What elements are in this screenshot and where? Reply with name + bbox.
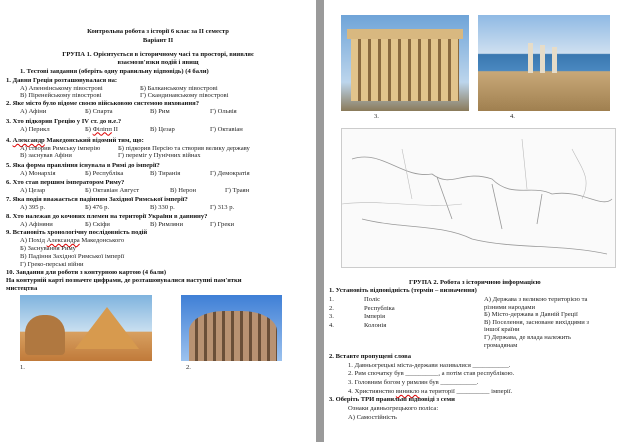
answer-option: В) Рим <box>150 107 170 115</box>
answer-option: Б) підкорив Персію та створив велику державу <box>118 144 250 152</box>
chersonesus-image <box>478 15 610 111</box>
term-number: 2. <box>329 304 334 312</box>
question-7: 7. Яка подія вважається падінням Західної Римської імперії? <box>6 196 188 203</box>
parthenon-image <box>341 15 469 111</box>
answer-option: А) Цезар <box>20 186 46 194</box>
term: Республіка <box>364 304 395 312</box>
contour-map <box>341 128 616 268</box>
definition: Г) Держава, де влада належить <box>484 334 571 341</box>
term: Колонія <box>364 321 387 329</box>
q9-item: Б) Заснування Риму <box>20 245 76 252</box>
q10-text-2: мистецтва <box>6 285 38 292</box>
image-label-4: 4. <box>510 113 515 120</box>
section-title: 1. Тестові завдання (оберіть одну правильну відповідь) (4 бали) <box>20 68 209 75</box>
map-outline-icon <box>342 129 616 268</box>
answer-option: А) Апеннінському півострові <box>20 84 103 92</box>
q9-item: А) Похід Александра Македонського <box>20 237 125 244</box>
question-2: 2. Яке місто було відоме своєю військовою системою виховання? <box>6 100 199 107</box>
q9: 9. Встановіть хронологічну послідовність подій <box>6 229 148 236</box>
s3-intro: Ознаки давньогрецького поліса: <box>348 405 439 412</box>
answer-option: Г) переміг у Пунічних війнах <box>118 152 201 160</box>
term: Імперія <box>364 313 385 320</box>
q10: 10. Завдання для роботи з контурною картою (4 бали) <box>6 269 167 276</box>
answer-option: Б) Скіфи <box>85 220 110 228</box>
answer-option: Г) Греки <box>210 220 235 228</box>
answer-option: В) 330 р. <box>150 203 175 211</box>
definition: А) Держава з великою територією та <box>484 296 588 303</box>
definition: громадянам <box>484 341 518 349</box>
g2-s2: 2. Вставте пропущені слова <box>329 353 411 360</box>
answer-option: Б) Спарта <box>85 107 113 115</box>
image-label-1: 1. <box>20 364 25 371</box>
colosseum-image <box>181 295 282 361</box>
answer-option: Г) Траян <box>225 186 250 194</box>
answer-option: А) Монархія <box>20 169 56 177</box>
pyramids-sphinx-image <box>20 295 152 361</box>
definition: різними народами <box>484 303 535 311</box>
answer-option: Г) Скандинавському півострові <box>140 92 229 100</box>
fill-item: 3. Головним богом у римлян був ___________. <box>348 379 479 386</box>
answer-option: Г) Ольвія <box>210 107 237 115</box>
term-number: 1. <box>329 296 334 303</box>
fill-item: 1. Давньогрецькі міста-держави називалися ___________. <box>348 362 511 369</box>
question-5: 5. Яка форма правління існувала в Римі до імперії? <box>6 162 160 169</box>
answer-option: В) Римляни <box>150 220 183 228</box>
variant: Варіант II <box>142 37 174 44</box>
doc-title: Контрольна робота з історії 6 клас за II семестр <box>87 28 229 35</box>
s3-option: А) Самостійність <box>348 414 397 421</box>
group1-heading: ГРУПА 1. Орієнтується в історичному часі та просторі, виявляє <box>62 51 254 58</box>
image-label-2: 2. <box>186 364 191 371</box>
term-number: 4. <box>329 321 334 329</box>
question-4: 4. Александр Македонський відомий тим, що: <box>6 137 144 144</box>
answer-option: В) заснував Афіни <box>20 152 72 160</box>
g2-s3: 3. Оберіть ТРИ правильні відповіді з семи <box>329 396 455 403</box>
answer-option: В) Цезар <box>150 125 175 133</box>
group2-heading: ГРУПА 2. Робота з історичною інформацією <box>409 279 541 286</box>
answer-option: В) Піренейському півострові <box>20 92 102 100</box>
q9-item: Г) Греко-перські війни <box>20 261 84 268</box>
group1-heading-2: взаємозв'язки подій і явищ <box>117 59 199 66</box>
question-1: 1. Давня Греція розташовувалася на: <box>6 77 118 84</box>
fill-item: 2. Рим спочатку був __________, а потім став республікою. <box>348 370 515 377</box>
answer-option: А) Афіняни <box>20 220 53 228</box>
answer-option: А) Афіни <box>20 107 47 115</box>
q9-item: В) Падіння Західної Римської імперії <box>20 253 125 260</box>
definition: Б) Місто-держава в Давній Греції <box>484 311 578 319</box>
answer-option: Б) Балканському півострові <box>140 84 218 92</box>
page-right <box>324 0 632 442</box>
answer-option: Г) Демократія <box>210 169 250 177</box>
question-6: 6. Хто став першим імператором Риму? <box>6 179 125 186</box>
q10-text: На контурній карті позначте цифрами, де розташовувалися наступні пам'ятки <box>6 277 242 284</box>
fill-item: 4. Християнство виникло на території __________ імперії. <box>348 388 513 395</box>
answer-option: А) створив Римську імперію <box>20 144 101 152</box>
answer-option: Б) Філіпп II <box>85 125 118 133</box>
answer-option: А) 395 р. <box>20 203 46 211</box>
term-number: 3. <box>329 313 334 320</box>
term: Поліс <box>364 296 381 303</box>
answer-option: Б) 476 р. <box>85 203 110 211</box>
answer-option: Б) Республіка <box>85 169 124 177</box>
answer-option: Г) 313 р. <box>210 203 235 211</box>
answer-option: В) Тиранія <box>150 169 181 177</box>
answer-option: В) Нерон <box>170 186 197 194</box>
answer-option: Г) Октавіан <box>210 125 243 133</box>
definition: В) Поселення, засноване вихідцями з <box>484 318 589 326</box>
answer-option: А) Перикл <box>20 125 50 133</box>
question-3: 3. Хто підкорив Грецію у IV ст. до н.е.? <box>6 118 122 125</box>
image-label-3: 3. <box>374 113 379 120</box>
answer-option: Б) Октавіан Август <box>85 186 140 194</box>
definition: іншої країни <box>484 326 520 334</box>
question-8: 8. Хто належав до кочових племен на території України в давнину? <box>6 213 208 220</box>
g2-s1: 1. Установіть відповідність (термін – визначення) <box>329 287 477 294</box>
